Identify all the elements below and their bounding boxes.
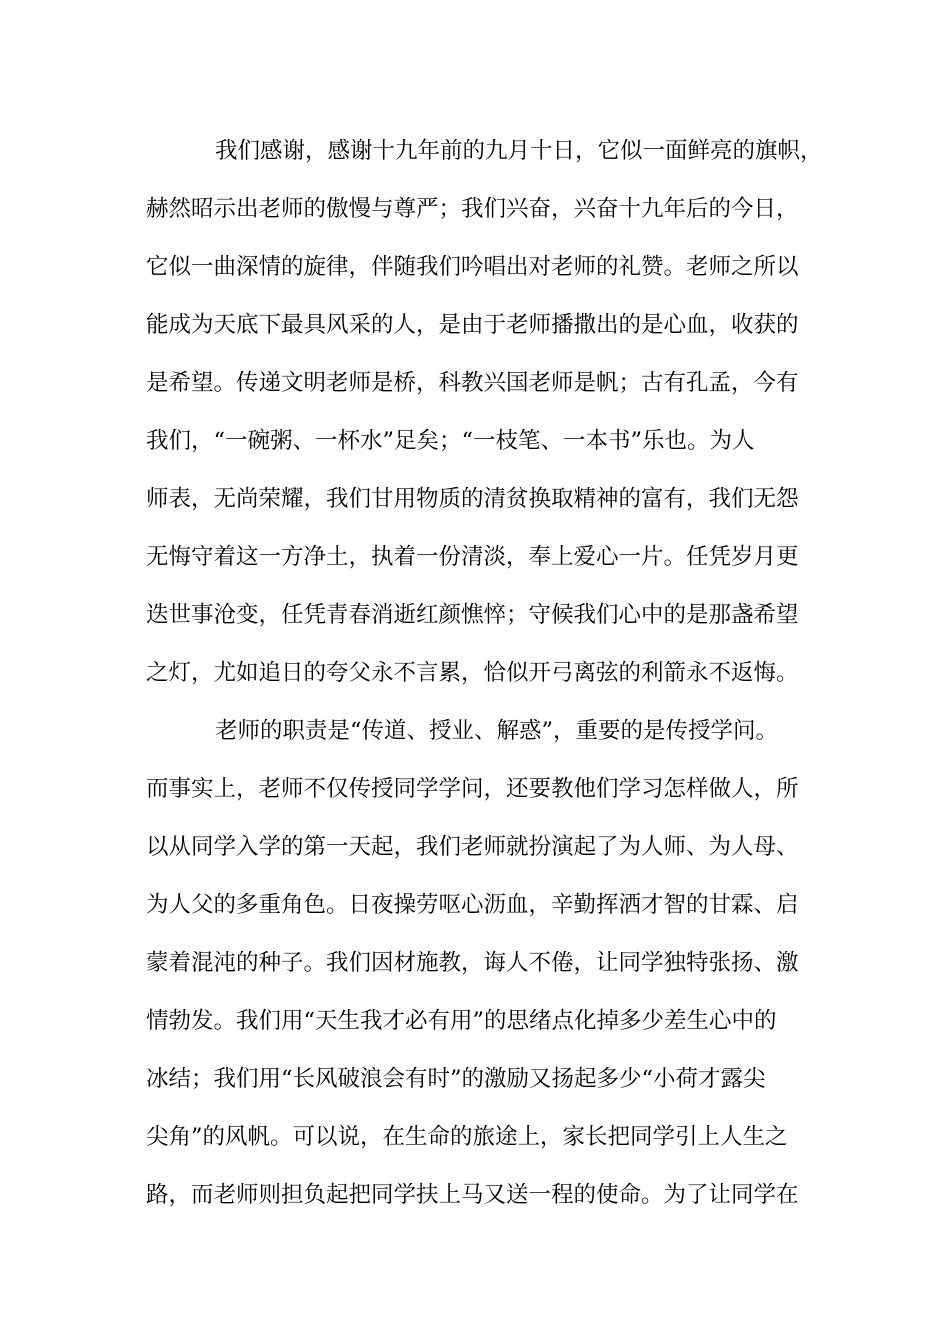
paragraph-1-line-7: 师表，无尚荣耀，我们甘用物质的清贫换取精神的富有，我们无怨 [146, 486, 799, 512]
paragraph-2-line-5: 蒙着混沌的种子。我们因材施教，诲人不倦，让同学独特张扬、激 [146, 950, 799, 976]
paragraph-2-line-9: 路，而老师则担负起把同学扶上马又送一程的使命。为了让同学在 [146, 1182, 799, 1208]
paragraph-1-line-1: 我们感谢，感谢十九年前的九月十日，它似一面鲜亮的旗帜， [215, 138, 823, 164]
paragraph-1-line-8: 无悔守着这一方净土，执着一份清淡，奉上爱心一片。任凭岁月更 [146, 544, 799, 570]
paragraph-2-line-3: 以从同学入学的第一天起，我们老师就扮演起了为人师、为人母、 [146, 834, 799, 860]
paragraph-2-line-7: 冰结；我们用“长风破浪会有时”的激励又扬起多少“小荷才露尖 [146, 1066, 766, 1092]
paragraph-1-line-3: 它似一曲深情的旋律，伴随我们吟唱出对老师的礼赞。老师之所以 [146, 254, 799, 280]
paragraph-2-line-2: 而事实上，老师不仅传授同学学问，还要教他们学习怎样做人，所 [146, 776, 799, 802]
paragraph-2-line-4: 为人父的多重角色。日夜操劳呕心沥血，辛勤挥洒才智的甘霖、启 [146, 892, 799, 918]
paragraph-2-line-6: 情勃发。我们用“天生我才必有用”的思绪点化掉多少差生心中的 [146, 1008, 777, 1034]
paragraph-1-line-5: 是希望。传递文明老师是桥，科教兴国老师是帆；古有孔孟，今有 [146, 370, 799, 396]
paragraph-2-line-8: 尖角”的风帆。可以说，在生命的旅途上，家长把同学引上人生之 [146, 1124, 788, 1150]
paragraph-1-line-10: 之灯，尤如追日的夸父永不言累，恰似开弓离弦的利箭永不返悔。 [146, 660, 799, 686]
paragraph-1-line-9: 迭世事沧变，任凭青春消逝红颜憔悴；守候我们心中的是那盏希望 [146, 602, 799, 628]
paragraph-1-line-6: 我们，“一碗粥、一杯水”足矣；“一枝笔、一本书”乐也。为人 [146, 428, 755, 454]
paragraph-1-line-2: 赫然昭示出老师的傲慢与尊严；我们兴奋，兴奋十九年后的今日， [146, 196, 799, 222]
paragraph-1-line-4: 能成为天底下最具风采的人，是由于老师播撒出的是心血，收获的 [146, 312, 799, 338]
paragraph-2-line-1: 老师的职责是“传道、授业、解惑”，重要的是传授学问。 [215, 718, 779, 744]
